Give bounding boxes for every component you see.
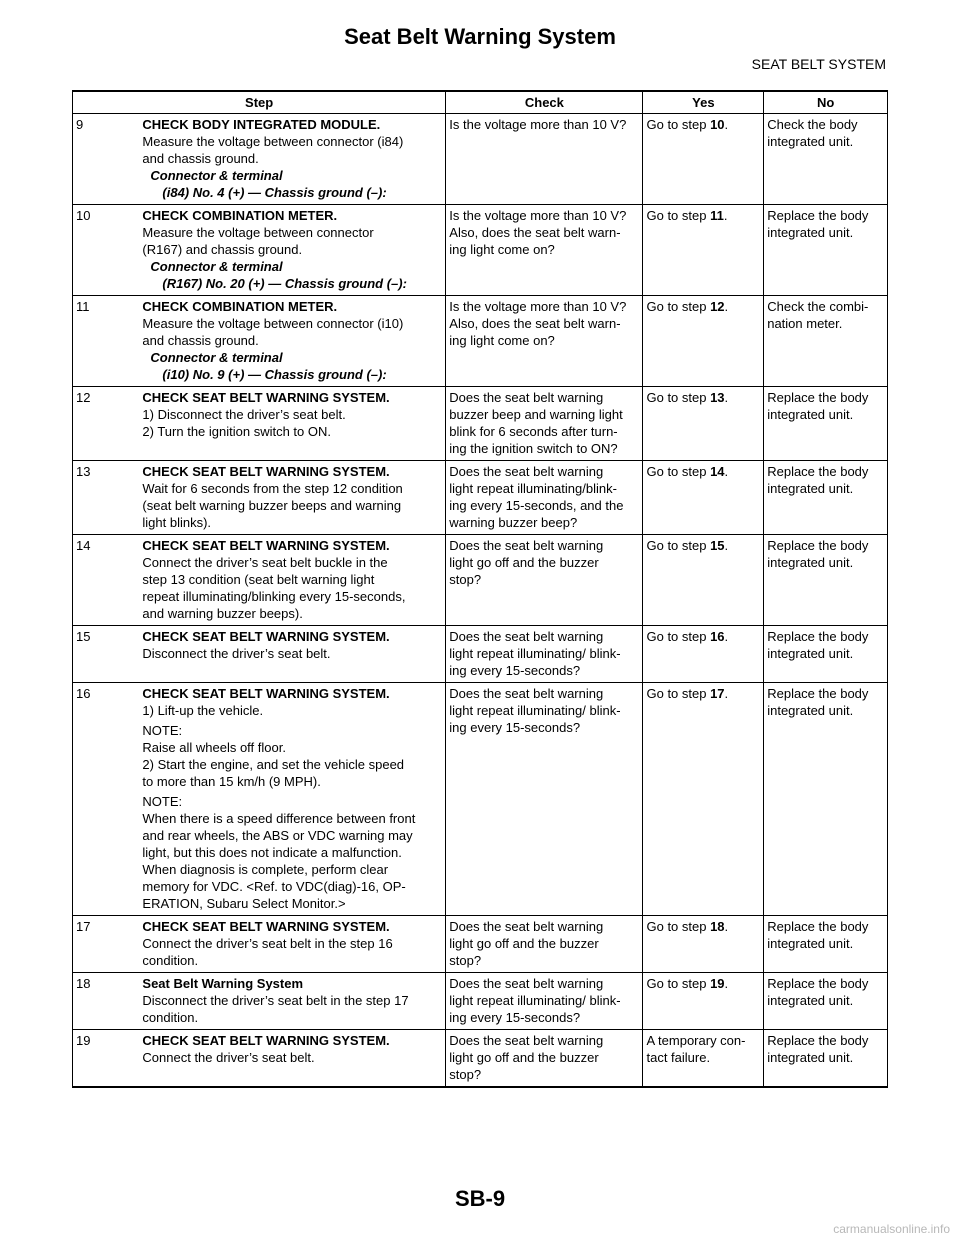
- connector-label: Connector & terminal: [150, 259, 283, 274]
- yes-step-number: 11: [710, 208, 724, 223]
- step-text-line: and chassis ground.: [142, 151, 259, 166]
- yes-cell: [643, 387, 764, 461]
- no-text-line: nation meter.: [767, 316, 843, 331]
- yes-suffix: .: [724, 976, 729, 991]
- no-cell: [764, 626, 888, 683]
- no-cell: [764, 205, 888, 296]
- yes-step-number: 19: [710, 976, 725, 991]
- step-description: [139, 916, 445, 973]
- check-text-line: light repeat illuminating/ blink-: [449, 703, 621, 718]
- step-text-line: step 13 condition (seat belt warning light: [142, 572, 375, 587]
- yes-cell: [643, 916, 764, 973]
- yes-step-number: 10: [710, 117, 725, 132]
- yes-prefix: Go to step: [646, 919, 711, 934]
- check-text-line: Does the seat belt warning: [449, 538, 604, 553]
- no-text-line: integrated unit.: [767, 134, 854, 149]
- step-number: 12: [73, 387, 140, 461]
- table-row: [73, 1030, 888, 1088]
- check-cell: [446, 626, 643, 683]
- step-title: CHECK COMBINATION METER.: [142, 299, 338, 314]
- yes-cell: [643, 205, 764, 296]
- yes-prefix: Go to step: [646, 538, 711, 553]
- step-text-line: condition.: [142, 953, 199, 968]
- yes-prefix: Go to step: [646, 208, 711, 223]
- step-text-line: Measure the voltage between connector (i84): [142, 134, 404, 149]
- check-text-line: ing every 15-seconds?: [449, 1010, 581, 1025]
- note-text-line: When there is a speed difference between front: [142, 811, 416, 826]
- check-text-line: ing light come on?: [449, 242, 555, 257]
- check-cell: [446, 916, 643, 973]
- note-label: NOTE:: [142, 723, 183, 738]
- yes-cell: [643, 535, 764, 626]
- check-cell: [446, 535, 643, 626]
- terminal-spec: (i10) No. 9 (+) — Chassis ground (–):: [162, 367, 387, 382]
- check-text-line: ing every 15-seconds, and the: [449, 498, 624, 513]
- step-title: Seat Belt Warning System: [142, 976, 304, 991]
- yes-suffix: .: [724, 538, 729, 553]
- yes-cell: [643, 1030, 764, 1088]
- table-row: [73, 461, 888, 535]
- connector-label: Connector & terminal: [150, 350, 283, 365]
- step-text-line: light blinks).: [142, 515, 212, 530]
- terminal-spec: (i84) No. 4 (+) — Chassis ground (–):: [162, 185, 387, 200]
- step-text-line: and chassis ground.: [142, 333, 259, 348]
- no-text-line: Replace the body: [767, 1033, 869, 1048]
- check-text-line: light repeat illuminating/ blink-: [449, 993, 621, 1008]
- step-title: CHECK SEAT BELT WARNING SYSTEM.: [142, 464, 390, 479]
- note-text-line: ERATION, Subaru Select Monitor.>: [142, 896, 346, 911]
- step-description: [139, 1030, 445, 1088]
- check-text-line: Also, does the seat belt warn-: [449, 225, 621, 240]
- check-text-line: ing light come on?: [449, 333, 555, 348]
- yes-cell: [643, 973, 764, 1030]
- column-header-yes: Yes: [643, 91, 764, 114]
- check-text-line: buzzer beep and warning light: [449, 407, 623, 422]
- no-text-line: integrated unit.: [767, 481, 854, 496]
- yes-suffix: .: [724, 299, 729, 314]
- no-cell: [764, 461, 888, 535]
- yes-cell: [643, 114, 764, 205]
- step-text-line: Connect the driver’s seat belt.: [142, 1050, 315, 1065]
- note-text-line: 2) Start the engine, and set the vehicle speed: [142, 757, 405, 772]
- check-cell: [446, 1030, 643, 1088]
- table-row: [73, 626, 888, 683]
- step-title: CHECK SEAT BELT WARNING SYSTEM.: [142, 686, 390, 701]
- check-text-line: Does the seat belt warning: [449, 629, 604, 644]
- check-text-line: light go off and the buzzer: [449, 1050, 599, 1065]
- yes-step-number: 16: [710, 629, 725, 644]
- step-number: 13: [73, 461, 140, 535]
- check-text-line: Does the seat belt warning: [449, 390, 604, 405]
- note-label: NOTE:: [142, 794, 183, 809]
- step-description: [139, 535, 445, 626]
- no-text-line: integrated unit.: [767, 646, 854, 661]
- step-title: CHECK SEAT BELT WARNING SYSTEM.: [142, 538, 390, 553]
- step-text-line: Connect the driver’s seat belt buckle in the: [142, 555, 388, 570]
- step-title: CHECK SEAT BELT WARNING SYSTEM.: [142, 629, 390, 644]
- section-title: SEAT BELT SYSTEM: [751, 56, 886, 72]
- no-text-line: integrated unit.: [767, 407, 854, 422]
- note-text-line: When diagnosis is complete, perform clear: [142, 862, 389, 877]
- connector-label: Connector & terminal: [150, 168, 283, 183]
- check-text-line: stop?: [449, 953, 482, 968]
- step-text-line: and warning buzzer beeps).: [142, 606, 303, 621]
- check-text-line: Is the voltage more than 10 V?: [449, 208, 627, 223]
- check-text-line: warning buzzer beep?: [449, 515, 578, 530]
- yes-suffix: .: [724, 464, 729, 479]
- check-text-line: Does the seat belt warning: [449, 1033, 604, 1048]
- step-text-line: Disconnect the driver’s seat belt.: [142, 646, 331, 661]
- table-row: [73, 387, 888, 461]
- column-header-step: Step: [73, 91, 446, 114]
- step-title: CHECK SEAT BELT WARNING SYSTEM.: [142, 919, 390, 934]
- no-cell: [764, 1030, 888, 1088]
- diagnostic-table: [72, 90, 888, 1088]
- yes-step-number: 18: [710, 919, 725, 934]
- check-text-line: Does the seat belt warning: [449, 464, 604, 479]
- yes-text-line: A temporary con-: [646, 1033, 746, 1048]
- yes-cell: [643, 626, 764, 683]
- check-text-line: stop?: [449, 572, 482, 587]
- check-cell: [446, 973, 643, 1030]
- step-text-line: Measure the voltage between connector: [142, 225, 374, 240]
- yes-prefix: Go to step: [646, 390, 711, 405]
- step-description: [139, 626, 445, 683]
- no-cell: [764, 973, 888, 1030]
- table-header-row: [73, 91, 888, 114]
- note-text-line: to more than 15 km/h (9 MPH).: [142, 774, 321, 789]
- table-row: [73, 535, 888, 626]
- check-text-line: stop?: [449, 1067, 482, 1082]
- step-number: 11: [73, 296, 140, 387]
- no-text-line: integrated unit.: [767, 225, 854, 240]
- no-text-line: integrated unit.: [767, 555, 854, 570]
- table-row: [73, 205, 888, 296]
- no-cell: [764, 114, 888, 205]
- no-text-line: Check the body: [767, 117, 858, 132]
- check-text-line: Also, does the seat belt warn-: [449, 316, 621, 331]
- yes-prefix: Go to step: [646, 686, 711, 701]
- table-row: [73, 296, 888, 387]
- yes-suffix: .: [724, 390, 729, 405]
- check-text-line: ing every 15-seconds?: [449, 663, 581, 678]
- table-body: [73, 114, 888, 1088]
- step-number: 16: [73, 683, 140, 916]
- check-text-line: light go off and the buzzer: [449, 936, 599, 951]
- step-text-line: Measure the voltage between connector (i10): [142, 316, 404, 331]
- step-title: CHECK SEAT BELT WARNING SYSTEM.: [142, 1033, 390, 1048]
- no-cell: [764, 387, 888, 461]
- yes-cell: [643, 296, 764, 387]
- yes-prefix: Go to step: [646, 299, 711, 314]
- terminal-spec: (R167) No. 20 (+) — Chassis ground (–):: [162, 276, 407, 291]
- column-header-check: Check: [446, 91, 643, 114]
- no-cell: [764, 683, 888, 916]
- no-text-line: integrated unit.: [767, 703, 854, 718]
- step-text-line: Connect the driver’s seat belt in the step 16: [142, 936, 393, 951]
- step-number: 9: [73, 114, 140, 205]
- no-cell: [764, 535, 888, 626]
- check-text-line: Does the seat belt warning: [449, 686, 604, 701]
- check-text-line: Is the voltage more than 10 V?: [449, 117, 627, 132]
- yes-prefix: Go to step: [646, 976, 711, 991]
- check-text-line: ing the ignition switch to ON?: [449, 441, 618, 456]
- note-text-line: Raise all wheels off floor.: [142, 740, 286, 755]
- no-text-line: Replace the body: [767, 538, 869, 553]
- column-header-no: No: [764, 91, 888, 114]
- check-text-line: ing every 15-seconds?: [449, 720, 581, 735]
- step-description: [139, 205, 445, 296]
- watermark: carmanualsonline.info: [833, 1222, 950, 1236]
- step-number: 17: [73, 916, 140, 973]
- step-description: [139, 973, 445, 1030]
- page-title: Seat Belt Warning System: [344, 24, 616, 49]
- step-description: [139, 296, 445, 387]
- step-description: [139, 683, 445, 916]
- step-title: CHECK COMBINATION METER.: [142, 208, 338, 223]
- no-text-line: integrated unit.: [767, 1050, 854, 1065]
- step-title: CHECK SEAT BELT WARNING SYSTEM.: [142, 390, 390, 405]
- yes-suffix: .: [724, 919, 729, 934]
- check-text-line: light repeat illuminating/ blink-: [449, 646, 621, 661]
- step-text-line: (seat belt warning buzzer beeps and warning: [142, 498, 402, 513]
- no-cell: [764, 296, 888, 387]
- yes-suffix: .: [723, 208, 728, 223]
- step-text-line: Disconnect the driver’s seat belt in the step 17: [142, 993, 409, 1008]
- yes-cell: [643, 683, 764, 916]
- step-description: [139, 387, 445, 461]
- step-text-line: (R167) and chassis ground.: [142, 242, 303, 257]
- step-text-line: condition.: [142, 1010, 199, 1025]
- page-number: SB-9: [454, 1186, 506, 1211]
- step-number: 14: [73, 535, 140, 626]
- check-cell: [446, 387, 643, 461]
- table-row: [73, 114, 888, 205]
- yes-prefix: Go to step: [646, 117, 711, 132]
- yes-prefix: Go to step: [646, 464, 711, 479]
- step-title: CHECK BODY INTEGRATED MODULE.: [142, 117, 381, 132]
- check-text-line: Is the voltage more than 10 V?: [449, 299, 627, 314]
- yes-step-number: 13: [710, 390, 725, 405]
- no-text-line: Replace the body: [767, 919, 869, 934]
- table-row: [73, 916, 888, 973]
- yes-suffix: .: [724, 117, 729, 132]
- check-text-line: Does the seat belt warning: [449, 919, 604, 934]
- no-text-line: Replace the body: [767, 686, 869, 701]
- check-text-line: light go off and the buzzer: [449, 555, 599, 570]
- note-text-line: light, but this does not indicate a malfunction.: [142, 845, 402, 860]
- yes-cell: [643, 461, 764, 535]
- yes-prefix: Go to step: [646, 629, 711, 644]
- no-cell: [764, 916, 888, 973]
- yes-step-number: 12: [710, 299, 725, 314]
- check-cell: [446, 205, 643, 296]
- step-number: 15: [73, 626, 140, 683]
- step-text-line: 1) Lift-up the vehicle.: [142, 703, 264, 718]
- check-cell: [446, 461, 643, 535]
- step-description: [139, 114, 445, 205]
- note-text-line: memory for VDC. <Ref. to VDC(diag)-16, OP-: [142, 879, 406, 894]
- no-text-line: Replace the body: [767, 208, 869, 223]
- check-cell: [446, 683, 643, 916]
- step-text-line: Wait for 6 seconds from the step 12 condition: [142, 481, 403, 496]
- step-description: [139, 461, 445, 535]
- step-text-line: repeat illuminating/blinking every 15-seconds,: [142, 589, 406, 604]
- yes-suffix: .: [724, 629, 729, 644]
- table-row: [73, 683, 888, 916]
- check-cell: [446, 114, 643, 205]
- step-number: 10: [73, 205, 140, 296]
- yes-step-number: 17: [710, 686, 725, 701]
- no-text-line: Replace the body: [767, 464, 869, 479]
- check-text-line: light repeat illuminating/blink-: [449, 481, 617, 496]
- no-text-line: Check the combi-: [767, 299, 869, 314]
- check-text-line: Does the seat belt warning: [449, 976, 604, 991]
- yes-suffix: .: [724, 686, 729, 701]
- yes-step-number: 14: [710, 464, 725, 479]
- step-text-line: 1) Disconnect the driver’s seat belt.: [142, 407, 346, 422]
- table-row: [73, 973, 888, 1030]
- no-text-line: integrated unit.: [767, 936, 854, 951]
- note-text-line: and rear wheels, the ABS or VDC warning may: [142, 828, 413, 843]
- no-text-line: Replace the body: [767, 390, 869, 405]
- no-text-line: integrated unit.: [767, 993, 854, 1008]
- no-text-line: Replace the body: [767, 629, 869, 644]
- check-cell: [446, 296, 643, 387]
- yes-text-line: tact failure.: [646, 1050, 711, 1065]
- step-number: 19: [73, 1030, 140, 1088]
- check-text-line: blink for 6 seconds after turn-: [449, 424, 618, 439]
- yes-step-number: 15: [710, 538, 725, 553]
- no-text-line: Replace the body: [767, 976, 869, 991]
- step-text-line: 2) Turn the ignition switch to ON.: [142, 424, 331, 439]
- step-number: 18: [73, 973, 140, 1030]
